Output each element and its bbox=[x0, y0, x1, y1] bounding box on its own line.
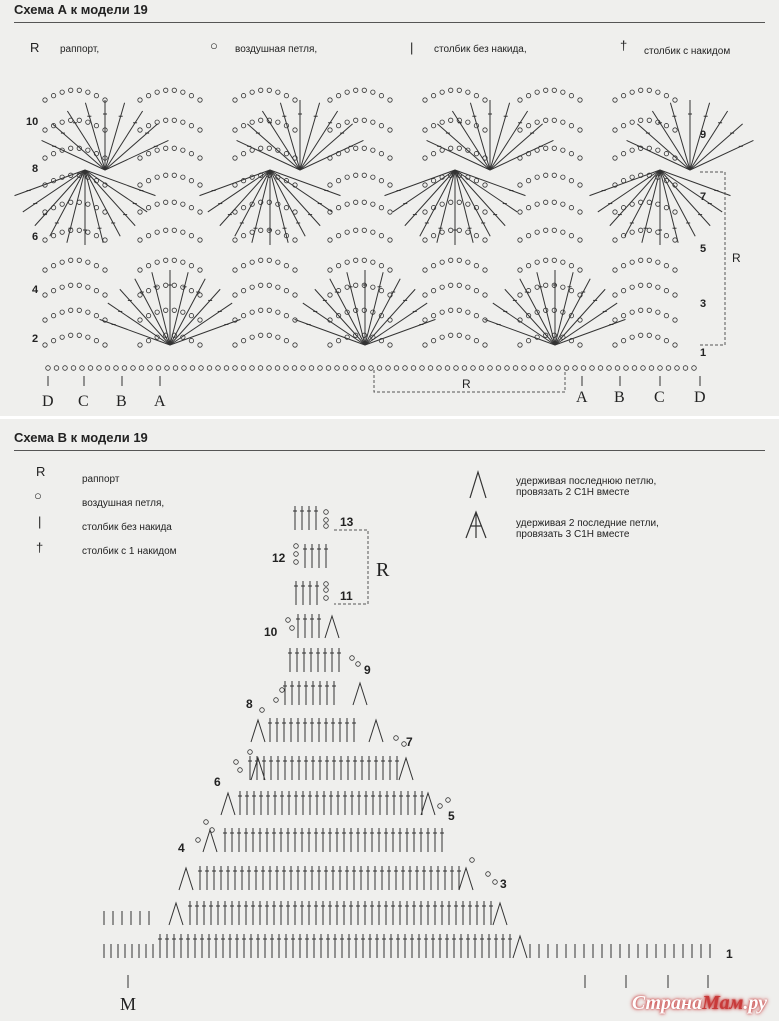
legend-b-sc-text: столбик без накида bbox=[82, 522, 172, 533]
decrease-3-icon bbox=[466, 512, 486, 538]
base-chain bbox=[258, 366, 263, 371]
chain-arch bbox=[613, 88, 677, 102]
chain-arch bbox=[43, 258, 107, 272]
row-label-right: 3 bbox=[700, 298, 707, 310]
chain-arch bbox=[328, 88, 392, 102]
chain-arch bbox=[328, 283, 392, 297]
row-label: 13 bbox=[340, 515, 354, 529]
bottom-letter-right: D bbox=[694, 389, 706, 406]
schema-a-title: Схема А к модели 19 bbox=[14, 2, 148, 17]
stitch-row bbox=[238, 791, 424, 815]
stitch-row bbox=[248, 756, 399, 780]
stitch-row bbox=[223, 828, 444, 852]
base-chain bbox=[530, 366, 535, 371]
chain-arch bbox=[328, 228, 392, 242]
row-label-left: 10 bbox=[26, 116, 39, 128]
stitch-fan bbox=[295, 270, 436, 345]
base-chain bbox=[428, 366, 433, 371]
base-chain bbox=[471, 366, 476, 371]
chain-arch bbox=[43, 173, 107, 187]
base-chain bbox=[479, 366, 484, 371]
base-chain bbox=[343, 366, 348, 371]
base-chain bbox=[199, 366, 204, 371]
base-chain bbox=[190, 366, 195, 371]
chain-arch bbox=[43, 88, 107, 102]
chain-arch bbox=[518, 88, 582, 102]
row-label-left: 2 bbox=[32, 333, 39, 345]
base-chain bbox=[71, 366, 76, 371]
row-label: 10 bbox=[264, 625, 278, 639]
decrease-mark bbox=[369, 720, 383, 742]
repeat-a-side: R bbox=[732, 251, 741, 265]
base-chain bbox=[632, 366, 637, 371]
row-label-left: 6 bbox=[32, 231, 39, 243]
row-label-left: 4 bbox=[32, 284, 39, 296]
decrease-mark bbox=[251, 720, 265, 742]
base-chain bbox=[369, 366, 374, 371]
decrease-2-icon bbox=[470, 472, 486, 498]
row-label: 9 bbox=[364, 663, 371, 677]
row-label-right: 9 bbox=[700, 129, 707, 141]
stitch-fan bbox=[627, 100, 754, 170]
base-chain bbox=[318, 366, 323, 371]
sc-row-right bbox=[530, 944, 710, 958]
chain-arch bbox=[328, 118, 392, 132]
decrease-mark bbox=[221, 793, 235, 815]
base-chain bbox=[224, 366, 229, 371]
base-chain bbox=[97, 366, 102, 371]
decrease-mark bbox=[179, 868, 193, 890]
row-label: 1 bbox=[726, 947, 733, 961]
stitch-fan bbox=[485, 270, 626, 345]
bottom-letter-left: D bbox=[42, 393, 54, 410]
base-chain bbox=[114, 366, 119, 371]
base-chain bbox=[216, 366, 221, 371]
chain-arch bbox=[328, 258, 392, 272]
chain-arch bbox=[43, 283, 107, 297]
chain-arch bbox=[43, 118, 107, 132]
base-chain bbox=[666, 366, 671, 371]
base-chain bbox=[505, 366, 510, 371]
base-chain bbox=[301, 366, 306, 371]
stitch-fan bbox=[200, 170, 341, 245]
stitch-fan bbox=[590, 170, 731, 245]
section-separator bbox=[0, 416, 779, 419]
base-chain bbox=[539, 366, 544, 371]
decrease-mark bbox=[513, 936, 527, 958]
stitch-row bbox=[293, 506, 318, 530]
base-chain bbox=[267, 366, 272, 371]
stitch-row bbox=[303, 544, 328, 568]
chain-arch bbox=[518, 200, 582, 214]
stitch-row bbox=[188, 901, 493, 925]
stitch-row bbox=[158, 934, 512, 958]
chain-icon: ○ bbox=[34, 488, 42, 503]
single-crochet-icon: | bbox=[410, 40, 414, 55]
base-chain bbox=[173, 366, 178, 371]
single-crochet-icon: | bbox=[38, 514, 42, 529]
base-chain bbox=[624, 366, 629, 371]
bottom-letter-left: A bbox=[154, 393, 166, 410]
row-label: 6 bbox=[214, 775, 221, 789]
stitch-fan bbox=[237, 100, 364, 170]
bottom-letter-right: C bbox=[654, 389, 665, 406]
chain-arch bbox=[43, 308, 107, 322]
row-label: 8 bbox=[246, 697, 253, 711]
legend-b-repeat-text: раппорт bbox=[82, 474, 120, 485]
base-chain bbox=[564, 366, 569, 371]
base-chain bbox=[454, 366, 459, 371]
watermark-logo: СтранаМам.ру bbox=[631, 992, 767, 1014]
decrease-mark bbox=[459, 868, 473, 890]
sc-row-left bbox=[104, 911, 160, 958]
base-chain bbox=[292, 366, 297, 371]
chain-arch bbox=[233, 333, 297, 347]
base-chain bbox=[139, 366, 144, 371]
legend-b-repeat-symbol: R bbox=[36, 464, 46, 479]
base-chain bbox=[63, 366, 68, 371]
chain-arch bbox=[613, 333, 677, 347]
chain-arch bbox=[518, 118, 582, 132]
base-chain bbox=[573, 366, 578, 371]
base-chain bbox=[241, 366, 246, 371]
decrease-mark bbox=[325, 616, 339, 638]
chain-arch bbox=[518, 146, 582, 160]
double-crochet-icon: † bbox=[36, 540, 44, 555]
row-label: 7 bbox=[406, 735, 413, 749]
base-chain bbox=[488, 366, 493, 371]
row-label-right: 5 bbox=[700, 243, 707, 255]
legend-b-dec2-text: удерживая последнюю петлю, провязать 2 С1Н вместе bbox=[516, 476, 657, 498]
bottom-ticks bbox=[128, 975, 708, 988]
base-chain bbox=[182, 366, 187, 371]
stitch-row bbox=[283, 681, 336, 705]
base-chain bbox=[641, 366, 646, 371]
stitch-fan bbox=[427, 100, 554, 170]
base-chain bbox=[80, 366, 85, 371]
repeat-a-bottom: R bbox=[462, 377, 471, 391]
decrease-mark bbox=[399, 758, 413, 780]
chain-arch bbox=[423, 88, 487, 102]
decrease-mark bbox=[353, 683, 367, 705]
base-chain bbox=[692, 366, 697, 371]
decrease-mark bbox=[169, 903, 183, 925]
base-chain bbox=[607, 366, 612, 371]
legend-b-dec3-text: удерживая 2 последние петли, провязать 3 С1Н вместе bbox=[516, 518, 659, 540]
bottom-letter-left: C bbox=[78, 393, 89, 410]
base-chain bbox=[462, 366, 467, 371]
legend-b-chain-text: воздушная петля, bbox=[82, 498, 165, 509]
chain-arch bbox=[233, 283, 297, 297]
base-chain bbox=[556, 366, 561, 371]
schema-b-title: Схема B к модели 19 bbox=[14, 430, 148, 445]
chain-arch bbox=[613, 283, 677, 297]
base-chain bbox=[309, 366, 314, 371]
chain-arch bbox=[43, 333, 107, 347]
base-chain bbox=[46, 366, 51, 371]
chain-arch bbox=[423, 333, 487, 347]
base-chain bbox=[403, 366, 408, 371]
stitch-fan bbox=[385, 170, 526, 245]
legend-a-repeat-symbol: R bbox=[30, 40, 40, 55]
base-chain bbox=[649, 366, 654, 371]
base-chain bbox=[250, 366, 255, 371]
base-chain bbox=[675, 366, 680, 371]
chain-arch bbox=[328, 200, 392, 214]
base-chain bbox=[394, 366, 399, 371]
chain-arch bbox=[423, 283, 487, 297]
chain-icon: ○ bbox=[210, 38, 218, 53]
base-chain bbox=[122, 366, 127, 371]
stitch-row bbox=[288, 648, 341, 672]
bottom-mark-m: M bbox=[120, 994, 137, 1014]
base-chain bbox=[496, 366, 501, 371]
row-label: 5 bbox=[448, 809, 455, 823]
base-chain bbox=[131, 366, 136, 371]
chain-arch bbox=[423, 146, 487, 160]
base-chain bbox=[683, 366, 688, 371]
row-label: 4 bbox=[178, 841, 185, 855]
row-label-right: 1 bbox=[700, 347, 707, 359]
chain-arch bbox=[328, 146, 392, 160]
row-label: 12 bbox=[272, 551, 286, 565]
stitch-row bbox=[296, 614, 321, 638]
base-chain bbox=[615, 366, 620, 371]
chain-arch bbox=[138, 173, 202, 187]
base-chain bbox=[275, 366, 280, 371]
base-chain bbox=[88, 366, 93, 371]
chain-arch bbox=[233, 118, 297, 132]
chain-arch bbox=[233, 146, 297, 160]
chain-arch bbox=[138, 88, 202, 102]
decrease-mark bbox=[203, 830, 217, 852]
chain-arch bbox=[233, 308, 297, 322]
base-chain bbox=[233, 366, 238, 371]
base-chain bbox=[352, 366, 357, 371]
base-chain bbox=[156, 366, 161, 371]
base-chain bbox=[513, 366, 518, 371]
bottom-letter-left: B bbox=[116, 393, 127, 410]
base-chain bbox=[522, 366, 527, 371]
stitch-fan bbox=[42, 100, 169, 170]
legend-b-dc-text: столбик с 1 накидом bbox=[82, 546, 177, 557]
base-chain bbox=[54, 366, 59, 371]
chain-arch bbox=[423, 118, 487, 132]
base-chain bbox=[547, 366, 552, 371]
row-label-right: 7 bbox=[700, 191, 707, 203]
legend-a-chain-text: воздушная петля, bbox=[235, 44, 318, 55]
edge-chains bbox=[196, 510, 498, 885]
base-chain bbox=[598, 366, 603, 371]
chain-arch bbox=[233, 258, 297, 272]
schema-a-diagram bbox=[0, 0, 779, 416]
base-chain bbox=[165, 366, 170, 371]
base-chain bbox=[377, 366, 382, 371]
chain-arch bbox=[138, 200, 202, 214]
base-chain bbox=[386, 366, 391, 371]
chain-arch bbox=[138, 118, 202, 132]
bottom-letter-right: A bbox=[576, 389, 588, 406]
row-label: 11 bbox=[340, 589, 353, 603]
chain-arch bbox=[233, 88, 297, 102]
base-chain bbox=[437, 366, 442, 371]
base-chain bbox=[590, 366, 595, 371]
stitch-row bbox=[268, 718, 356, 742]
base-chain bbox=[445, 366, 450, 371]
base-chain bbox=[335, 366, 340, 371]
stitch-row bbox=[198, 866, 461, 890]
base-chain bbox=[207, 366, 212, 371]
legend-a-repeat-text: раппорт, bbox=[60, 44, 100, 55]
chain-arch bbox=[138, 228, 202, 242]
base-chain bbox=[658, 366, 663, 371]
schema-b-rule bbox=[14, 450, 765, 451]
base-chain bbox=[148, 366, 153, 371]
chain-arch bbox=[138, 146, 202, 160]
base-chain bbox=[326, 366, 331, 371]
chain-arch bbox=[328, 173, 392, 187]
stitch-row bbox=[294, 581, 319, 605]
base-chain bbox=[105, 366, 110, 371]
chain-arch bbox=[518, 228, 582, 242]
double-crochet-icon: † bbox=[620, 38, 628, 53]
base-chain bbox=[360, 366, 365, 371]
chain-arch bbox=[423, 258, 487, 272]
chain-arch bbox=[518, 283, 582, 297]
base-chain bbox=[581, 366, 586, 371]
decrease-mark bbox=[493, 903, 507, 925]
chain-arch bbox=[613, 258, 677, 272]
bottom-letter-right: B bbox=[614, 389, 625, 406]
decrease-mark bbox=[251, 758, 265, 780]
base-chain bbox=[411, 366, 416, 371]
chain-arch bbox=[613, 146, 677, 160]
row-label: 3 bbox=[500, 877, 507, 891]
repeat-b-side: R bbox=[376, 559, 390, 581]
decrease-mark bbox=[421, 793, 435, 815]
legend-a-dc-text: столбик с накидом bbox=[644, 46, 731, 57]
row-label-left: 8 bbox=[32, 163, 39, 175]
stitch-fan bbox=[100, 270, 241, 345]
legend-a-sc-text: столбик без накида, bbox=[434, 44, 527, 55]
chain-arch bbox=[518, 173, 582, 187]
base-chain bbox=[420, 366, 425, 371]
chain-arch bbox=[518, 258, 582, 272]
base-chain bbox=[284, 366, 289, 371]
